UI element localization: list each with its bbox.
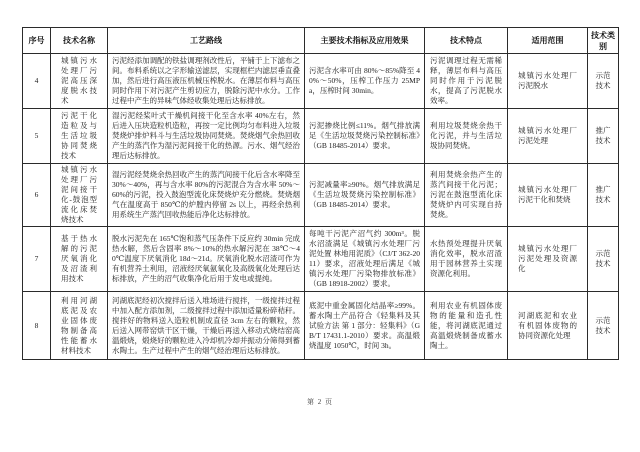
cell-process-route: 污泥经添加调配的铁盐调理剂改性后，平铺于上下滤布之间。布料系统以之字形输送滤层，实现框栏内滤层垂直叠加，然后进行高压液压机械压榨脱水。在薄层布料与高压同时作用下对污泥产生剪切应力，脱除污泥中水分。工作过程中产生的异味气体经收集处理后达标排放。 <box>108 54 305 109</box>
cell-indicators: 污泥减量率≥90%。烟气排放满足《生活垃圾焚烧污染控制标准》（GB 18485-2014）要求。 <box>305 164 425 227</box>
col-header-name: 技术名称 <box>51 28 108 54</box>
col-header-process: 工艺路线 <box>108 28 305 54</box>
cell-no: 6 <box>23 164 51 227</box>
col-header-indicators: 主要技术指标及应用效果 <box>305 28 425 54</box>
table-row <box>23 54 619 109</box>
cell-category: 推广技术 <box>588 109 619 164</box>
table-row <box>23 109 619 164</box>
cell-category: 示范技术 <box>588 54 619 109</box>
cell-no: 5 <box>23 109 51 164</box>
cell-features: 水热预处理提升厌氧消化效率，脱水沼渣用于园林营养土实现资源化利用。 <box>425 227 508 292</box>
cell-category: 示范技术 <box>588 227 619 292</box>
cell-indicators: 污泥掺烧比例≤11%。烟气排放满足《生活垃圾焚烧污染控制标准》（GB 18485-2014）要求。 <box>305 109 425 164</box>
technology-table <box>22 27 619 360</box>
cell-technology-name: 污泥干化造粒及与生活垃圾协同焚烧技术 <box>51 109 108 164</box>
col-header-category: 技术类别 <box>588 28 619 54</box>
cell-scope: 河湖底泥和农业有机固体废物的协同资源化处理 <box>508 292 588 360</box>
cell-process-route: 河湖底泥经初次搅拌后送入堆场进行搅拌，一级搅拌过程中加入配方添加剂，二级搅拌过程中添加适量粉碎秸秆。搅拌好的物料送入造粒机制成直径 3cm 左右的颗粒，然后送入网带窑烘干区干燥，干燥后再送入移动式烧结窑高温煅烧，煅烧好的颗粒进入冷却机冷却并振动分筛得到蓄水陶土。生产过程中产生的烟气经治理后达标排放。 <box>108 292 305 360</box>
cell-process-route: 湿污泥经焚烧余热回收产生的蒸汽间接干化后含水率降至 30%～40%，再与含水率 80%的污泥混合为含水率 50%～60%的污泥，投入鼓泡型流化床焚烧炉充分燃烧。焚烧烟气在温度高于 850℃的炉膛内停留 2s 以上，再经余热利用系统生产蒸汽回收热能后净化达标排放。 <box>108 164 305 227</box>
cell-scope: 城镇污水处理厂污泥处理 <box>508 109 588 164</box>
table-row <box>23 292 619 360</box>
cell-process-route: 脱水污泥先在 165℃饱和蒸气压条件下反应约 30min 完成热水解，然后含固率 8%～10%的热水解污泥在 38℃～40℃温度下厌氧消化 18d～21d。厌氧消化脱水沼渣可作为有机营养土利用，沼液经厌氧氨氧化及高级氧化处理后达标排放，产生的沼气收集净化后用于发电或提纯。 <box>108 227 305 292</box>
col-header-no: 序号 <box>23 28 51 54</box>
col-header-features: 技术特点 <box>425 28 508 54</box>
cell-technology-name: 利用河湖底泥及农业固体废物制备高性能蓄水材料技术 <box>51 292 108 360</box>
col-header-scope: 适用范围 <box>508 28 588 54</box>
cell-scope: 城镇污水处理厂污泥处理及资源化 <box>508 227 588 292</box>
table-row <box>23 227 619 292</box>
cell-technology-name: 城镇污水处理厂污泥间接干化-鼓泡型流化床焚烧技术 <box>51 164 108 227</box>
page-number: 第 2 页 <box>307 398 333 406</box>
cell-features: 利用垃圾焚烧余热干化污泥，并与生活垃圾协同焚烧。 <box>425 109 508 164</box>
cell-no: 4 <box>23 54 51 109</box>
cell-technology-name: 基于热水解的污泥厌氧消化及沼渣利用技术 <box>51 227 108 292</box>
cell-features: 利用焚烧余热产生的蒸汽间接干化污泥；污泥在鼓泡型流化床焚烧炉内可实现自持焚烧。 <box>425 164 508 227</box>
cell-process-route: 湿污泥经桨叶式干燥机间接干化至含水率 40%左右，然后进入压块造粒机造粒，再按一定比例均匀布料进入垃圾焚烧炉排炉料斗与生活垃圾协同焚烧。焚烧烟气余热回收产生的蒸汽作为湿污泥间接干化的热源。污水、烟气经治理后达标排放。 <box>108 109 305 164</box>
cell-no: 7 <box>23 227 51 292</box>
table-row <box>23 164 619 227</box>
table-header-row <box>23 28 619 54</box>
cell-no: 8 <box>23 292 51 360</box>
cell-indicators: 污泥含水率可由 80%～85%降至 40%～50%，压榨工作压力 25MPa，压榨时间 30min。 <box>305 54 425 109</box>
cell-scope: 城镇污水处理厂污泥脱水 <box>508 54 588 109</box>
cell-indicators: 每吨干污泥产沼气约 300m³。脱水沼渣满足《城镇污水处理厂污泥处置 林地用泥质》（CJ/T 362-2011）要求，沼液处理后满足《城镇污水处理厂污染物排放标准》（GB 18918-2002）要求。 <box>305 227 425 292</box>
cell-features: 利用农业有机固体废物的能量和造孔性能，将河湖底泥通过高温煅烧制备成蓄水陶土。 <box>425 292 508 360</box>
cell-indicators: 底泥中重金属固化结晶率≥99%。蓄水陶土产品符合《轻集料及其试验方法 第 1 部分：轻集料》（GB/T 17431.1-2010）要求。高温煅烧温度 1050℃，时间 3h。 <box>305 292 425 360</box>
cell-category: 示范技术 <box>588 292 619 360</box>
cell-features: 污泥调理过程无需稀释，薄层布料与高压同时作用于污泥脱水，提高了污泥脱水效率。 <box>425 54 508 109</box>
cell-category: 推广技术 <box>588 164 619 227</box>
cell-scope: 城镇污水处理厂污泥干化和焚烧 <box>508 164 588 227</box>
cell-technology-name: 城镇污水处理厂污泥高压深度脱水技术 <box>51 54 108 109</box>
